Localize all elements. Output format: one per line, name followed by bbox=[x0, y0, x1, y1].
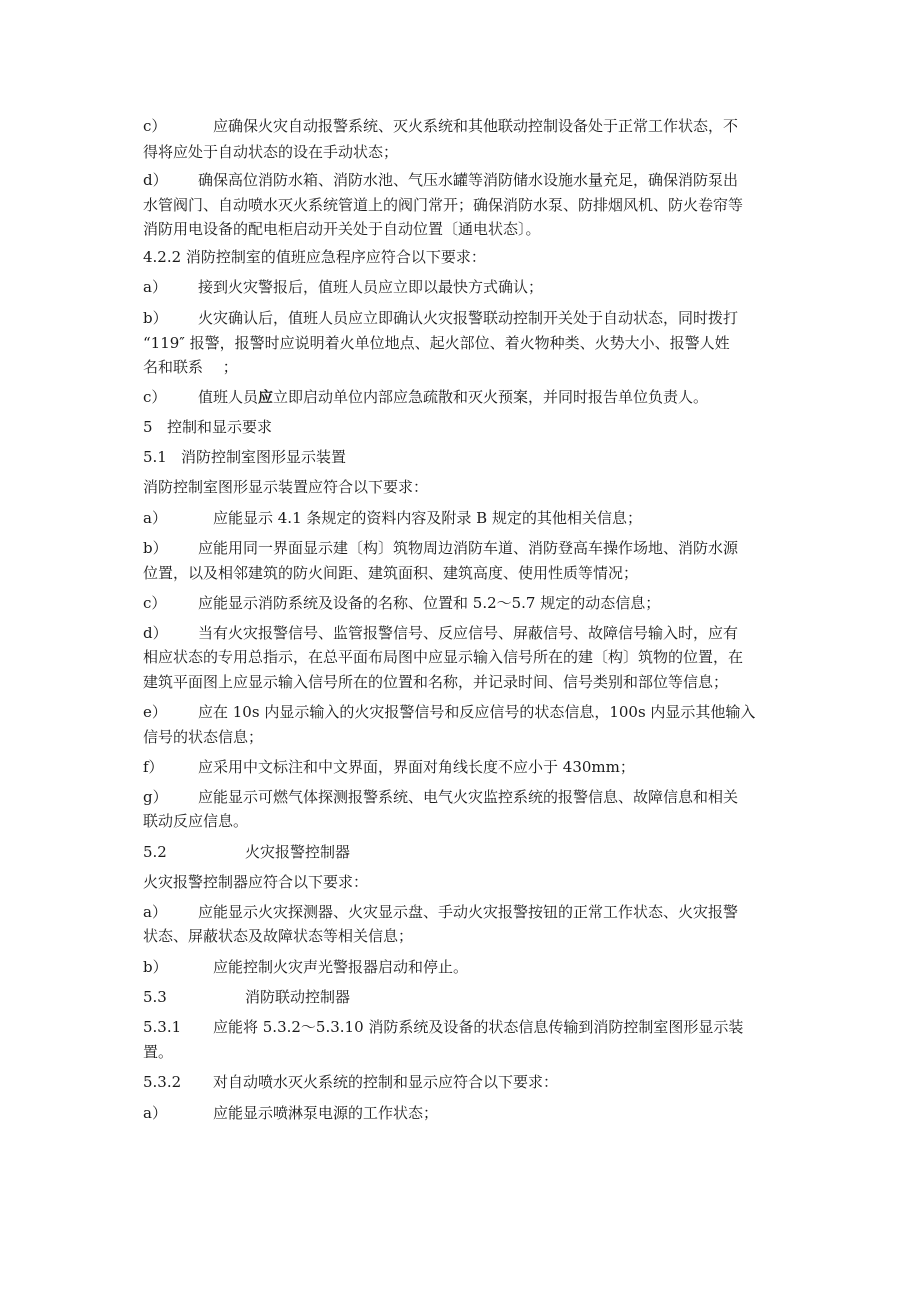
item-text: 当有火灾报警信号、监管报警信号、反应信号、屏蔽信号、故障信号输入时，应有 bbox=[198, 624, 739, 642]
item-text: 信号的状态信息； bbox=[143, 728, 264, 746]
item-label: d） bbox=[143, 171, 168, 189]
list-item bbox=[143, 1070, 783, 1094]
item-text: 应能控制火灾声光警报器启动和停止。 bbox=[213, 958, 469, 976]
item-text: 应能显示消防系统及设备的名称、位置和 5.2～5.7 规定的动态信息； bbox=[198, 594, 661, 612]
item-label: f） bbox=[143, 758, 164, 776]
item-text: 应能将 5.3.2～5.3.10 消防系统及设备的状态信息传输到消防控制室图形显示装 bbox=[213, 1018, 744, 1036]
text-line bbox=[143, 331, 783, 355]
item-text: 状态、屏蔽状态及故障状态等相关信息； bbox=[143, 927, 414, 945]
item-text: 立即启动单位内部应急疏散和灭火预案，并同时报告单位负责人。 bbox=[273, 388, 709, 406]
item-text: 应采用中文标注和中文界面，界面对角线长度不应小于 430mm； bbox=[198, 758, 635, 776]
item-text: 消防控制室图形显示装置应符合以下要求： bbox=[143, 478, 429, 496]
item-text: 应能显示喷淋泵电源的工作状态； bbox=[213, 1104, 439, 1122]
list-item bbox=[143, 900, 783, 924]
section-title: 控制和显示要求 bbox=[167, 418, 273, 436]
text-line bbox=[143, 217, 783, 241]
item-label: d） bbox=[143, 624, 168, 642]
item-text: 确保高位消防水箱、消防水池、气压水罐等消防储水设施水量充足，确保消防泵出 bbox=[198, 171, 739, 189]
item-text: 名和联系 ； bbox=[143, 358, 238, 376]
list-item bbox=[143, 591, 783, 615]
item-text: 建筑平面图上应显示输入信号所在的位置和名称，并记录时间、信号类别和部位等信息； bbox=[143, 673, 729, 691]
text-line bbox=[143, 193, 783, 217]
section-title: 消防控制室图形显示装置 bbox=[181, 448, 347, 466]
item-label: a） bbox=[143, 1104, 167, 1122]
section-heading bbox=[143, 840, 783, 864]
item-text: 水管阀门、自动喷水灭火系统管道上的阀门常开；确保消防水泵、防排烟风机、防火卷帘等 bbox=[143, 196, 744, 214]
list-item bbox=[143, 785, 783, 809]
list-item bbox=[143, 1015, 783, 1039]
list-item bbox=[143, 700, 783, 724]
item-label: c） bbox=[143, 117, 167, 135]
item-text: 接到火灾警报后，值班人员应立即以最快方式确认； bbox=[198, 278, 544, 296]
text-line bbox=[143, 475, 783, 499]
list-item bbox=[143, 168, 783, 192]
section-heading bbox=[143, 445, 783, 469]
item-label: a） bbox=[143, 903, 167, 921]
section-heading bbox=[143, 985, 783, 1009]
item-text: 相应状态的专用总指示，在总平面布局图中应显示输入信号所在的建〔构〕筑物的位置，在 bbox=[143, 648, 744, 666]
section-number: 5.2 bbox=[143, 843, 167, 861]
text-line bbox=[143, 924, 783, 948]
text-line bbox=[143, 809, 783, 833]
section-number: 5.1 bbox=[143, 448, 167, 466]
section-number: 5.3 bbox=[143, 988, 167, 1006]
item-text: “119″ 报警，报警时应说明着火单位地点、起火部位、着火物种类、火势大小、报警人姓 bbox=[143, 334, 730, 352]
item-label: 5.3.2 bbox=[143, 1073, 182, 1091]
list-item bbox=[143, 1101, 783, 1125]
item-text: 应在 10s 内显示输入的火灾报警信号和反应信号的状态信息，100s 内显示其他输入 bbox=[198, 703, 756, 721]
section-title: 火灾报警控制器 bbox=[245, 843, 351, 861]
item-label: c） bbox=[143, 594, 167, 612]
item-text: 联动反应信息。 bbox=[143, 812, 249, 830]
item-text: 得将应处于自动状态的设在手动状态； bbox=[143, 143, 399, 161]
item-label: a） bbox=[143, 278, 167, 296]
item-text: 应确保火灾自动报警系统、灭火系统和其他联动控制设备处于正常工作状态，不 bbox=[213, 117, 739, 135]
item-text: 置。 bbox=[143, 1043, 174, 1061]
item-label: b） bbox=[143, 539, 168, 557]
section-number: 5 bbox=[143, 418, 153, 436]
item-text: 应能显示火灾探测器、火灾显示盘、手动火灾报警按钮的正常工作状态、火灾报警 bbox=[198, 903, 739, 921]
list-item bbox=[143, 755, 783, 779]
item-label: a） bbox=[143, 509, 167, 527]
list-item bbox=[143, 955, 783, 979]
text-line bbox=[143, 561, 783, 585]
item-text: 对自动喷水灭火系统的控制和显示应符合以下要求： bbox=[213, 1073, 559, 1091]
text-line bbox=[143, 725, 783, 749]
item-text-bold: 应 bbox=[258, 388, 274, 406]
item-label: e） bbox=[143, 703, 167, 721]
list-item bbox=[143, 306, 783, 330]
list-item bbox=[143, 506, 783, 530]
item-text: 消防用电设备的配电柜启动开关处于自动位置〔通电状态〕。 bbox=[143, 220, 541, 238]
item-label: 5.3.1 bbox=[143, 1018, 182, 1036]
text-line bbox=[143, 670, 783, 694]
item-text: 位置，以及相邻建筑的防火间距、建筑面积、建筑高度、使用性质等情况； bbox=[143, 564, 639, 582]
text-line bbox=[143, 355, 783, 379]
text-line bbox=[143, 140, 783, 164]
list-item bbox=[143, 536, 783, 560]
list-item bbox=[143, 621, 783, 645]
text-line bbox=[143, 1040, 783, 1064]
text-line bbox=[143, 870, 783, 894]
section-title: 消防联动控制器 bbox=[245, 988, 351, 1006]
item-text: 火灾报警控制器应符合以下要求： bbox=[143, 873, 369, 891]
section-heading bbox=[143, 415, 783, 439]
list-item bbox=[143, 275, 783, 299]
item-text: 4.2.2 消防控制室的值班应急程序应符合以下要求： bbox=[143, 248, 486, 266]
item-text: 应能显示 4.1 条规定的资料内容及附录 B 规定的其他相关信息； bbox=[213, 509, 642, 527]
list-item bbox=[143, 385, 783, 409]
item-label: g） bbox=[143, 788, 168, 806]
item-label: b） bbox=[143, 309, 168, 327]
item-text: 火灾确认后，值班人员应立即确认火灾报警联动控制开关处于自动状态，同时拨打 bbox=[198, 309, 739, 327]
item-text: 应能用同一界面显示建〔构〕筑物周边消防车道、消防登高车操作场地、消防水源 bbox=[198, 539, 739, 557]
item-label: b） bbox=[143, 958, 168, 976]
section-heading bbox=[143, 245, 783, 269]
list-item bbox=[143, 114, 783, 138]
item-label: c） bbox=[143, 388, 167, 406]
item-text: 值班人员 bbox=[198, 388, 259, 406]
item-text: 应能显示可燃气体探测报警系统、电气火灾监控系统的报警信息、故障信息和相关 bbox=[198, 788, 739, 806]
text-line bbox=[143, 645, 783, 669]
